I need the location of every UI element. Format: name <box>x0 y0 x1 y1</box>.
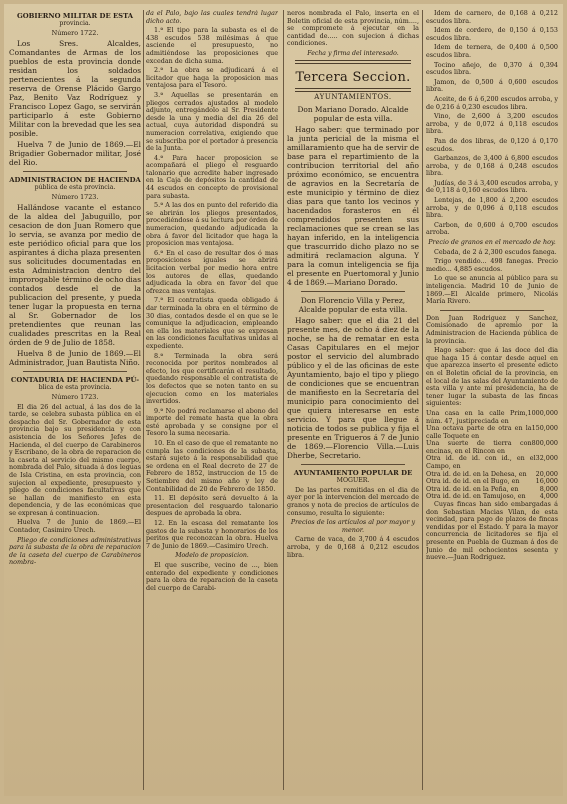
price-item: Lentejas, de 1,800 á 2,200 escudos arroba, y de 0,096 á 0,118 escudos libra. <box>426 196 558 220</box>
price-item: Idem de cordero, de 0,150 á 0,153 escudos libra. <box>426 26 558 42</box>
price-item: Carne de vaca, de 3,700 á 4 escudos arroba, y de 0,168 á 0,212 escudos libra. <box>287 535 419 559</box>
notice-heading: Don Mariano Dorado. Alcalde popular de esta villa. <box>297 105 409 124</box>
notice-signature: Lo que se anuncia al público para su inteligencia. Madrid 10 de Junio de 1869.—El Alcalde primero, Nicolás María Rivero. <box>426 274 558 306</box>
lot-value: 150,000 <box>531 424 558 433</box>
notice-heading: Don Florencio Villa y Perez, Alcalde popular de esta villa. <box>298 296 408 315</box>
lot-label: Otra id. de id. en Tamujoso, en <box>426 492 526 501</box>
notice-signature: Huelva 7 de Junio de 1869.—El Brigadier Gobernador militar, José del Rio. <box>9 140 141 168</box>
price-item: Carbon, de 0,600 á 0,700 escudos arroba. <box>426 220 558 237</box>
column-2 <box>146 10 278 790</box>
price-item: Jamon, de 0,500 á 0,600 escudos libra. <box>426 77 558 94</box>
notice-subheading: pública de esta provincia. <box>34 184 116 192</box>
notice-subheading: blica de esta provincia. <box>38 384 112 392</box>
price-item: Idem de ternera, de 0,400 á 0,500 escudos libra. <box>426 43 558 59</box>
separator <box>301 464 405 465</box>
lot-label: Otra id. de id. en la Peña, en <box>426 484 519 493</box>
column-3 <box>287 10 419 790</box>
lot-label: Otra id. de id. con id., en el Campo, en <box>426 454 536 471</box>
condition-item: 12. En la escasa del rematante los gastos de la subasta y honorarios de los peritos que reconozcan la obra. Huelva 7 de Junio de 1869.—Casimiro Urech. <box>146 519 278 550</box>
column-rule <box>143 10 144 790</box>
lot-label: Una octava parte de otra en la calle Toquete en <box>426 424 532 440</box>
lot-value: 800,000 <box>531 439 558 448</box>
lot-value: 1000,000 <box>527 408 558 417</box>
notice-signature: Huelva 7 de Junio de 1869.—El Contador, Casimiro Urech. <box>9 518 141 535</box>
notice-signature: Huelva 8 de Junio de 1869.—El Administrador, Juan Bautista Niño. <box>9 349 141 368</box>
price-item: Pan de dos libras, de 0,120 á 0,170 escudos. <box>426 136 558 153</box>
lot-row <box>426 425 558 440</box>
lot-value: 32,000 <box>535 454 558 463</box>
price-item: Tocino añejo, de 0,370 á 0,394 escudos libra. <box>426 60 558 77</box>
notice-body: Hallándose vacante el estanco de la aldea del Jabuguillo, por cesacion de don Juan Romero que lo servia, se avanza por medio de este periódico oficial para que los aspirantes á dicha plaza presenten sus solicitudes documentadas en esta Administracion dentro del improrogable término de ocho dias contados desde el de la publicacion del presente, y pueda tener lugar la propuesta en terna al Sr. Gobernador de los pretendientes que reunan las cualidades prescritas en la Real órden de 9 de Julio de 1858. <box>9 203 141 348</box>
column-rule <box>422 10 423 790</box>
grain-title: Precio de granos en el mercado de hoy. <box>428 238 556 247</box>
lot-label: Otra id. de id. en el Bugo, en <box>426 477 520 486</box>
lot-label: Una casa en la calle Prim, núm. 47, justipreciada en <box>426 408 528 425</box>
notice-heading: Don Juan Rodriguez y Sanchez, Comisionado de apremio por la Administracion de Hacienda pública de la provincia. <box>426 313 558 345</box>
lot-value: 4,000 <box>539 492 558 501</box>
double-rule <box>295 60 411 64</box>
notice-body: El dia 26 del actual, á las dos de la tarde, se celebra subasta pública en el despacho del Sr. Gobernador de esta provincia bajo su presidencia y con asistencia de los Señores Jefes de Hacienda, el del cuerpo de Carabineros y Escribano, de la obra de reparacion de la caseta al servicio del mismo cuerpo, nombrada del Palo, situada á dos leguas de Isla Cristina, en esta provincia, con sujecion al expediente, presupuesto y pliego de condiciones facultativas que se hallan de manifiesto en esta dependencia, y de las económicas que se expresan á continuacion. <box>9 402 141 517</box>
separator <box>23 171 127 172</box>
condition-item: 1.ª El tipo para la subasta es el de 438 escudos 538 milésimas á que asciende el presupuesto, no admitiéndose las proposiciones que excedan de dicha suma. <box>146 26 278 65</box>
notice-subheading: provincia. <box>59 20 91 27</box>
column-rule <box>283 10 284 790</box>
separator <box>23 371 127 372</box>
notice-body: Hago saber: que el dia 21 del presente mes, de ocho á diez de la noche, se ha de rematar en esta Casas Capitulares en el mejor postor el servicio del alumbrado público y el de las oficinas de este Ayuntamiento, bajo el tipo y pliego de condiciones que se encuentran de manifiesto en la Secretaría del municipio para conocimiento del que quiera interesarse en este servicio. Y para que llegue á noticia de todos se publica y fija el presente en Trigueros á 7 de Junio de 1869.—Florencio Villa.—Luis Dherbe, Secretario. <box>287 316 419 461</box>
condition-item: 7.ª El contratista queda obligado á dar terminada la obra en el término de 30 dias, contados desde el en que se le comunique la adjudicacion, empleando en ella los materiales que se expresan en las condiciones facultativas unidas al expediente. <box>146 296 278 350</box>
notice-heading: GOBIERNO MILITAR DE ESTA <box>16 12 134 20</box>
notice-heading: ADMINISTRACION DE HACIENDA <box>9 176 141 185</box>
price-item: Garbanzos, de 3,400 á 6,800 escudos arroba, y de 0,168 á 0,248 escudos libra. <box>426 154 558 178</box>
model-body: El que suscribe, vecino de ..., bien enterado del expediente y condiciones para la obra de reparacion de la caseta del cuerpo de Carabi- <box>146 560 278 592</box>
section-subtitle: AYUNTAMIENTOS. <box>314 92 392 101</box>
condition-item: 2.ª La obra se adjudicará á el licitador que haga la proposicion mas ventajosa para el Tesoro. <box>146 66 278 90</box>
notice-number: Número 1722. <box>51 28 99 37</box>
continued-text: neros nombrada el Palo, inserta en el Boletin oficial de esta provincia, núm...., se compromete á ejecutar en la cantidad de..... con sujecion á dichas condiciones. <box>287 10 419 48</box>
lot-row <box>426 455 558 470</box>
double-rule <box>295 88 411 92</box>
continued-text: da el Palo, bajo las cuales tendrá lugar dicho acto. <box>146 10 278 25</box>
section-title: Tercera Seccion. <box>295 69 411 85</box>
notice-heading: CONTADURIA DE HACIENDA PÚ- <box>10 376 140 385</box>
notice-body: Cuyas fincas han sido embargadas á don Sebastian Macias Vilan, de esta vecindad, para pago de plazos de fincas vendidas por el Estado. Y para la mayor concurrencia de licitadores se fija el presente en Puebla de Guzman á dos de Junio de mil ochocientos sesenta y nueve.—Juan Rodriguez. <box>426 500 558 562</box>
notice-number: Número 1723. <box>51 392 99 401</box>
lot-label: Una suerte de tierra con encinas, en el Rincon en <box>426 439 532 455</box>
grain-item: Trigo vendido... 498 fanegas. Precio medio... 4,885 escudos. <box>426 257 558 273</box>
condition-item: 6.ª En el caso de resultar dos ó mas proposiciones iguales se abrirá licitacion verbal por medio hora entre los autores de ellas, quedando adjudicada la obra en favor del que ofrezca mas ventajas. <box>146 248 278 295</box>
price-item: Judías, de 3 á 3,400 escudos arroba, y de 0,118 á 0,160 escudos libra. <box>426 178 558 195</box>
lot-value: 20,000 <box>535 469 558 478</box>
price-item: Vino, de 2,600 á 3,200 escudos arroba, y de 0,072 á 0,118 escudos libra. <box>426 112 558 136</box>
column-1 <box>9 10 141 790</box>
lot-row <box>426 440 558 455</box>
column-4 <box>426 10 558 790</box>
grain-item: Cebada, de 2 á 2,300 escudos fanega. <box>434 247 557 256</box>
price-item: Idem de carnero, de 0,168 á 0,212 escudos libra. <box>426 10 558 25</box>
price-list-title: Precios de los artículos al por mayor y menor. <box>290 518 416 534</box>
condition-item: 8.ª Terminada la obra será reconocida por peritos nombrados al efecto, los que certificarán el resultado, quedando responsable el contratista de los defectos que se noten tanto en su ejecucion como en los materiales invertidos. <box>146 351 278 406</box>
notice-subtitle: Pliego de condiciones administrativas para la subasta de la obra de reparacion de la caseta del cuerpo de Carabineros nombra- <box>9 535 141 567</box>
newspaper-page <box>4 4 563 796</box>
condition-item: 4.ª Para hacer proposicion se acompañará el pliego el resguardo talonario que acredite haber ingresado en la Caja de depósitos la cantidad de 44 escudos en concepto de provisional para subasta. <box>146 153 278 200</box>
condition-item: 11. El depósito será devuelto á la presentacion del resguardo talonario despues de aprobada la obra. <box>146 494 278 518</box>
condition-item: 3.ª Aquellas se presentarán en pliegos cerrados ajustados al modelo adjunto, entregándolo al Sr. Presidente desde la una y media del dia 26 del actual, cuya autoridad dispondrá su numeracion correlativa, exigiendo que se subscriba por el portador á presencia de la Junta. <box>146 90 278 153</box>
model-title: Modelo de proposicion. <box>175 552 249 560</box>
condition-item: 9.ª No podrá reclamarse el abono del importe del remate hasta que la obra esté aprobada y se consigne por el Tesoro la suma necesaria. <box>146 406 278 438</box>
notice-body: Hago saber: que terminado por la junta pericial de la misma el amillaramiento que ha de servir de base para el repartimiento de la contribucion territorial del año próximo económico, se encuentra de agravios en la Secretaría de este municipio y término de diez dias para que tanto los vecinos y hacendados forasteros en él comprendidos presenten sus reclamaciones que se crean se las hayan inferido, en la inteligencia que trascurrido dicho plazo no se admitirá reclamacion alguna. Y para la comun inteligencia se fija el presente en Puertomoral y Junio 4 de 1869.—Mariano Dorado. <box>287 125 419 288</box>
price-item: Aceite, de 6 á 6,200 escudos arroba, y de 0,216 á 0,230 escudos libra. <box>426 94 558 111</box>
signature-line: Fecha y firma del interesado. <box>307 49 399 57</box>
notice-number: Número 1723. <box>51 192 99 201</box>
lot-value: 8,000 <box>539 484 558 493</box>
lot-label: Otra id. de id. en la Dehesa, en <box>426 469 527 478</box>
separator <box>440 310 544 311</box>
condition-item: 10. En el caso de que el rematante no cumpla las condiciones de la subasta, estará sujeto á la responsabilidad que se ordena en el Real decreto de 27 de Febrero de 1852, instruccion de 15 de Setiembre del mismo año y ley de Contabilidad de 20 de Febrero de 1850. <box>146 439 278 493</box>
lot-value: 16,000 <box>535 477 558 486</box>
notice-body: Los Sres. Alcaldes, Comandantes de Armas de los pueblos de esta provincia donde residan los soldados pertenecientes á la segunda reserva de Orense Plácido Gargo Paz, Benito Vaz Rodríguez y Francisco Lopez Gago, se servirán participarlo á este Gobierno Militar con la brevedad que les sea posible. <box>9 39 141 139</box>
notice-body: De las partes remitidas en el dia de ayer por la intervencion del mercado de granos y nota de precios de artículos de consumo, resulta lo siguiente: <box>287 485 419 517</box>
notice-body: Hago saber: que á las doce del dia que haga 15 á contar desde aquel en que aparezca inserto el presente edicto en el Boletin oficial de la provincia, en el local de las salas del Ayuntamiento de esta villa y ante mí presidencia, ha de tener lugar la subasta de las fincas siguientes: <box>426 346 558 408</box>
notice-subheading: MOGUER. <box>336 477 370 485</box>
notice-heading: AYUNTAMIENTO POPULAR DE <box>293 469 413 478</box>
separator <box>301 291 405 292</box>
condition-item: 5.ª A las dos en punto del referido dia se abrirán los pliegos presentados, procediéndose á su lectura por órden de numeracion, quedando adjudicada la obra á favor del licitador que haga la proposicion mas ventajosa. <box>146 201 278 248</box>
lot-row <box>426 410 558 425</box>
